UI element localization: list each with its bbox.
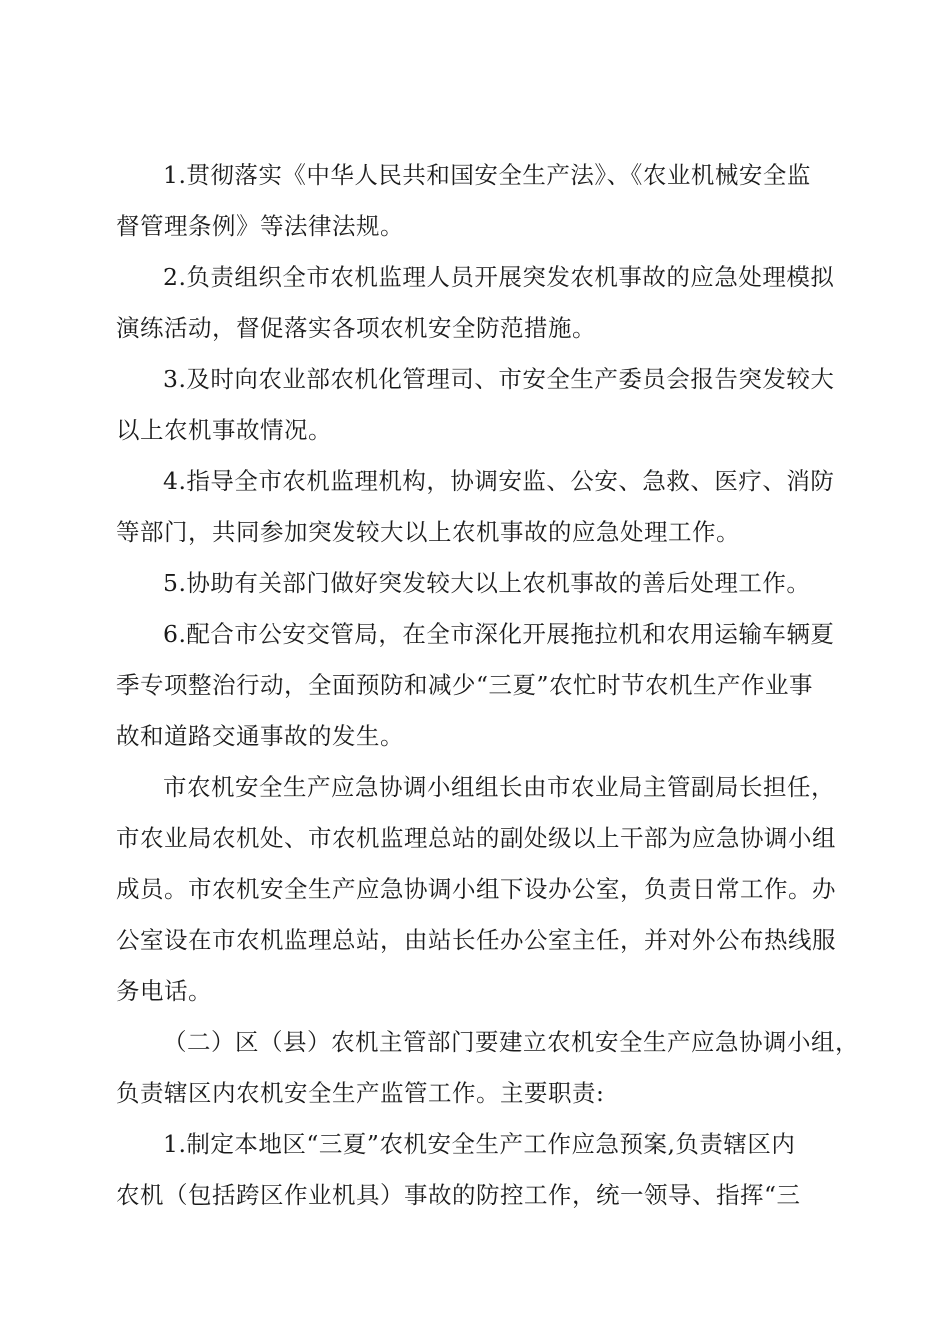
paragraph-line: 1.贯彻落实《中华人民共和国安全生产法》、《农业机械安全监 [163, 161, 811, 189]
paragraph-line: 负责辖区内农机安全生产监管工作。主要职责: [116, 1079, 605, 1107]
paragraph-line: 4.指导全市农机监理机构，协调安监、公安、急救、医疗、消防 [163, 467, 835, 495]
paragraph-line: 成员。市农机安全生产应急协调小组下设办公室，负责日常工作。办 [116, 875, 836, 903]
paragraph-line: 季专项整治行动，全面预防和减少“三夏”农忙时节农机生产作业事 [116, 671, 814, 699]
paragraph-line: 以上农机事故情况。 [116, 416, 332, 444]
paragraph-line: 6.配合市公安交管局，在全市深化开展拖拉机和农用运输车辆夏 [163, 620, 835, 648]
paragraph-line: 故和道路交通事故的发生。 [116, 722, 404, 750]
paragraph-coordination-group [116, 762, 836, 1017]
paragraph-line: 公室设在市农机监理总站，由站长任办公室主任，并对外公布热线服 [116, 926, 836, 954]
paragraph-line: 3.及时向农业部农机化管理司、市安全生产委员会报告突发较大 [163, 365, 835, 393]
paragraph-line: 5.协助有关部门做好突发较大以上农机事故的善后处理工作。 [163, 569, 811, 597]
paragraph-line: 演练活动，督促落实各项农机安全防范措施。 [116, 314, 596, 342]
paragraph-item-2 [116, 252, 836, 354]
paragraph-line: 农机（包括跨区作业机具）事故的防控工作，统一领导、指挥“三 [116, 1181, 801, 1209]
paragraph-item-5 [116, 558, 836, 609]
paragraph-item-6 [116, 609, 836, 762]
paragraph-line: 务电话。 [116, 977, 212, 1005]
paragraph-line: （二）区（县）农机主管部门要建立农机安全生产应急协调小组， [163, 1028, 859, 1056]
paragraph-item-3 [116, 354, 836, 456]
paragraph-line: 2.负责组织全市农机监理人员开展突发农机事故的应急处理模拟 [163, 263, 835, 291]
paragraph-line: 1.制定本地区“三夏”农机安全生产工作应急预案,负责辖区内 [163, 1130, 796, 1158]
paragraph-line: 督管理条例》等法律法规。 [116, 212, 404, 240]
document-body [116, 150, 859, 1221]
paragraph-line: 等部门，共同参加突发较大以上农机事故的应急处理工作。 [116, 518, 740, 546]
paragraph-section-two-item-1 [116, 1119, 836, 1221]
paragraph-line: 市农业局农机处、市农机监理总站的副处级以上干部为应急协调小组 [116, 824, 836, 852]
paragraph-line: 市农机安全生产应急协调小组组长由市农业局主管副局长担任， [163, 773, 835, 801]
paragraph-section-two [116, 1017, 859, 1119]
paragraph-item-1 [116, 150, 836, 252]
paragraph-item-4 [116, 456, 836, 558]
